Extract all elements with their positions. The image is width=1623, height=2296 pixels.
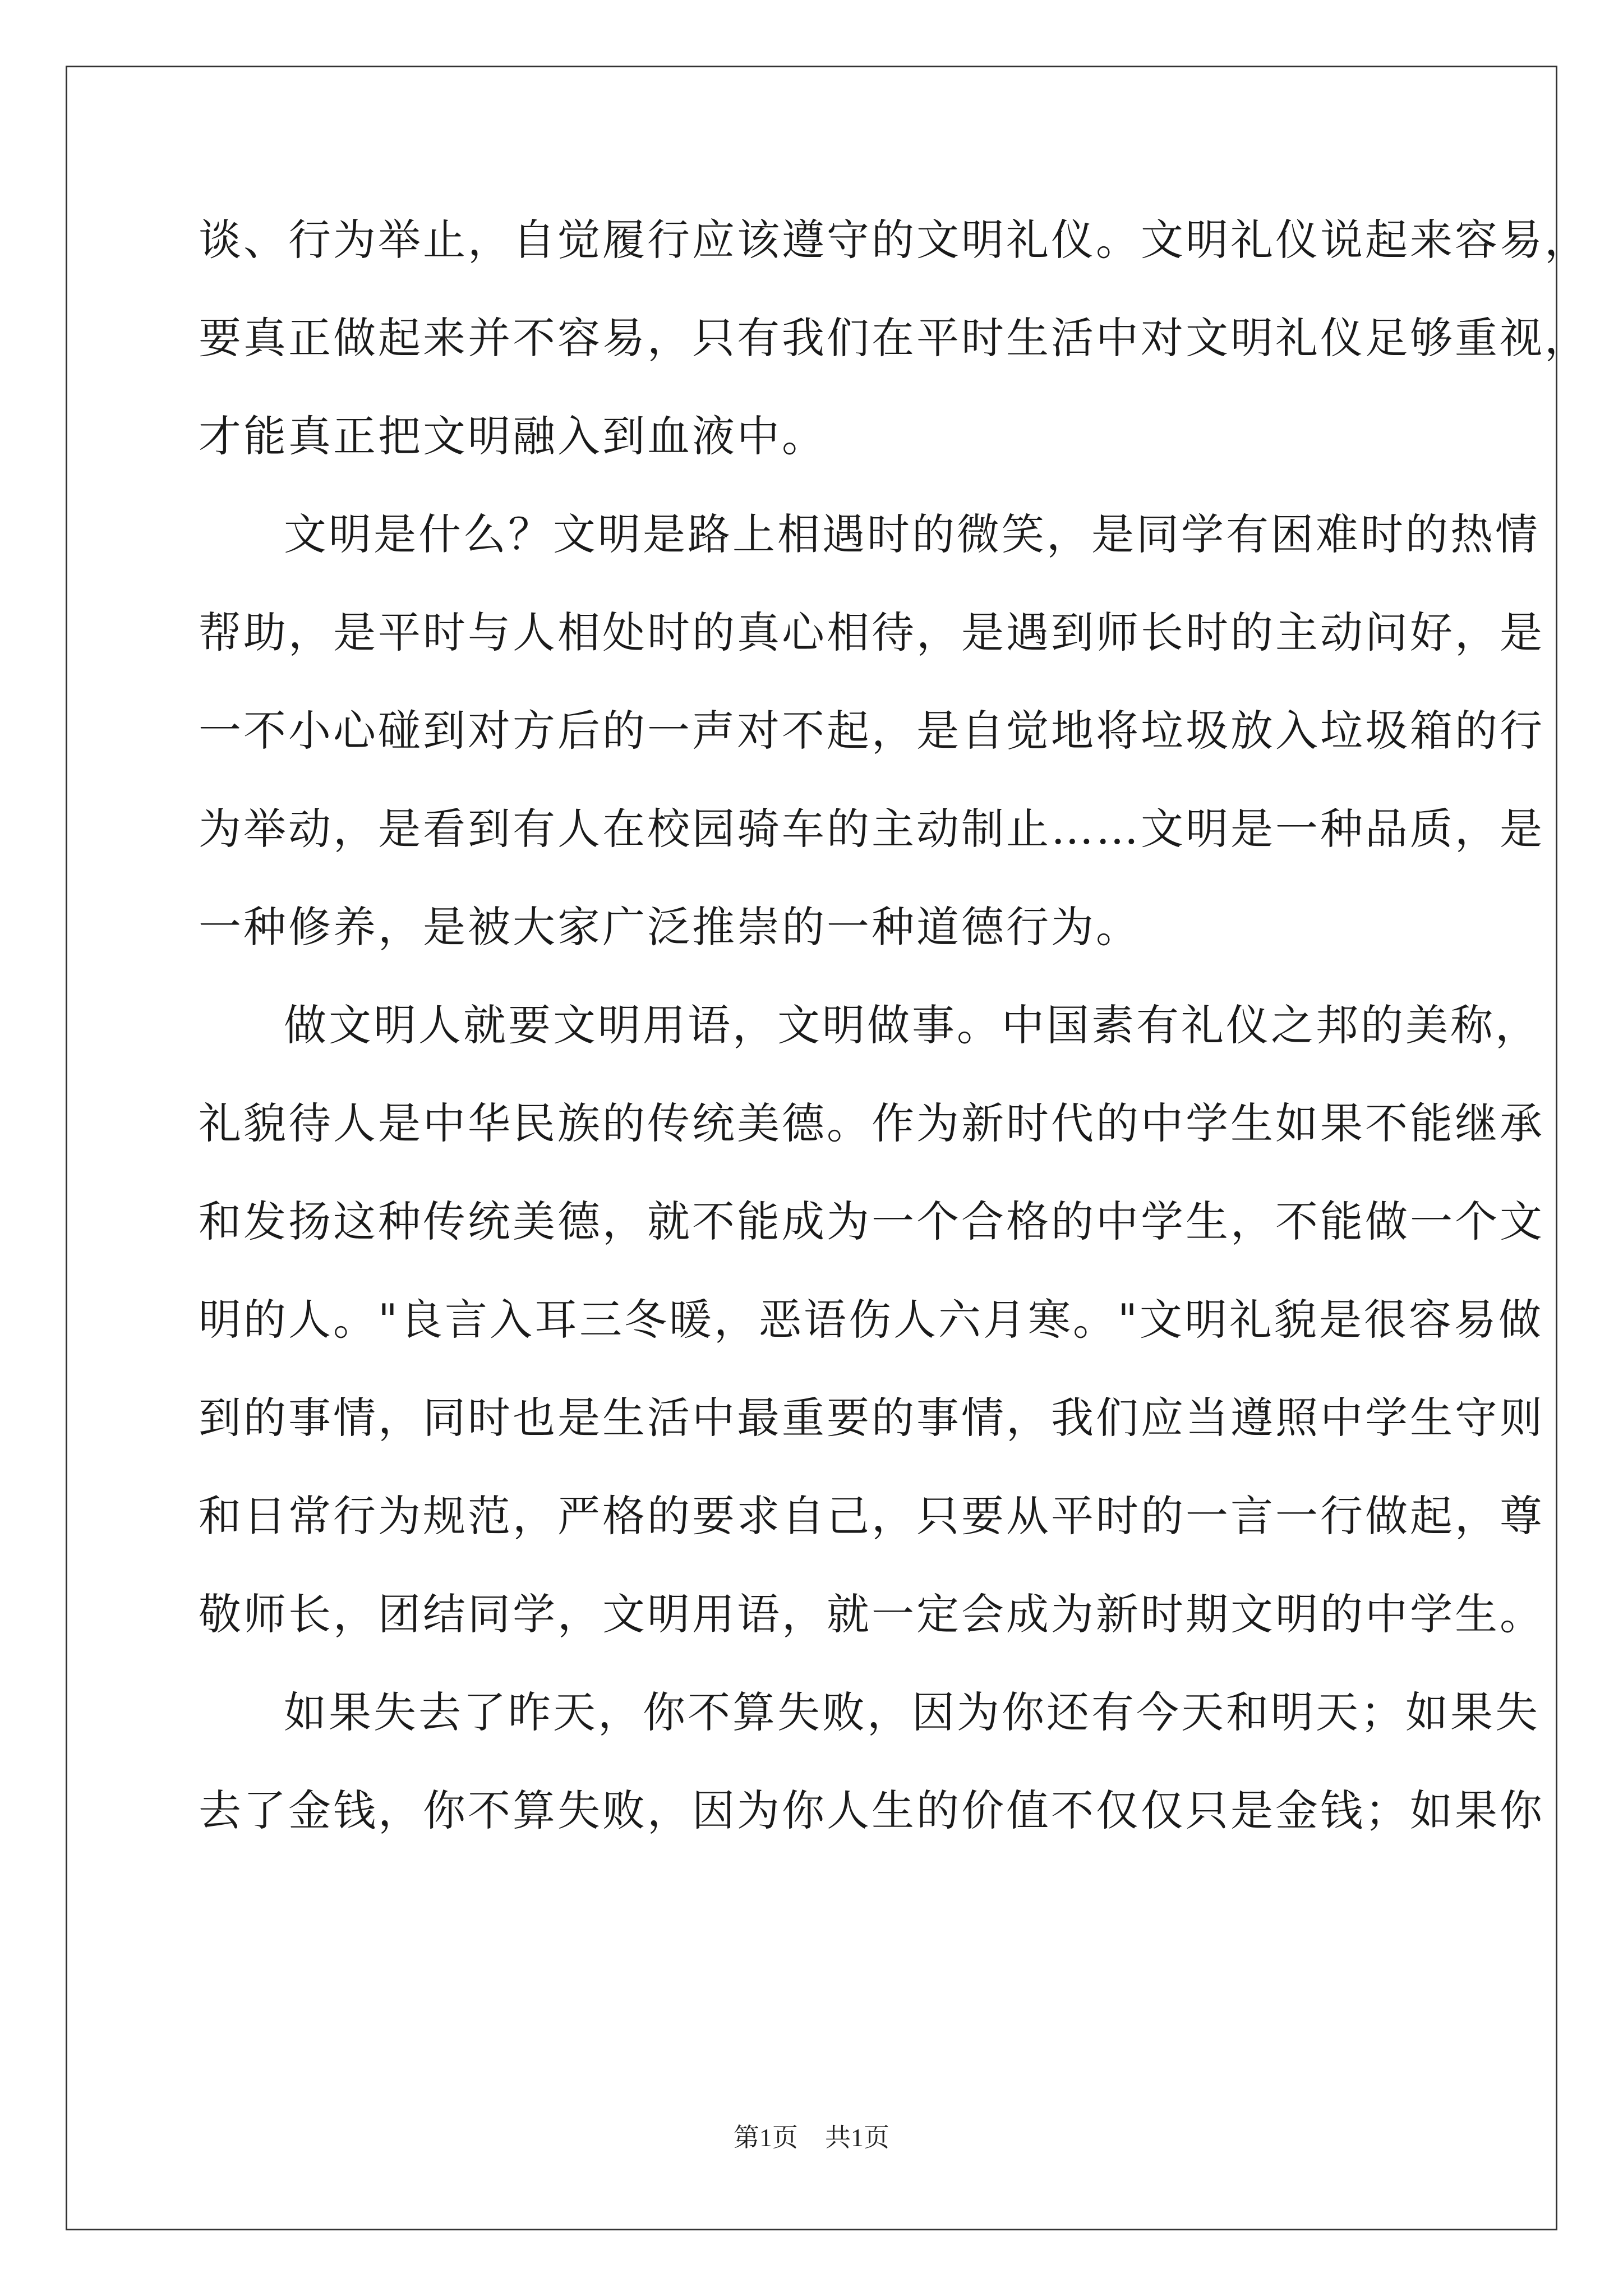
text-line: 要真正做起来并不容易，只有我们在平时生活中对文明礼仪足够重视， bbox=[199, 313, 1589, 363]
text-line: 为举动，是看到有人在校园骑车的主动制止……文明是一种品质，是 bbox=[199, 804, 1544, 854]
paragraph-first-line: 做文明人就要文明用语，文明做事。中国素有礼仪之邦的美称， bbox=[284, 1000, 1540, 1050]
page-footer bbox=[0, 2117, 1623, 2154]
paragraph-first-line: 文明是什么？文明是路上相遇时的微笑，是同学有困难时的热情 bbox=[284, 509, 1540, 559]
document-body bbox=[199, 191, 1589, 1860]
text-line: 明的人。"良言入耳三冬暖，恶语伤人六月寒。"文明礼貌是很容易做 bbox=[199, 1295, 1543, 1345]
text-line: 敬师长，团结同学，文明用语，就一定会成为新时期文明的中学生。 bbox=[199, 1589, 1544, 1639]
text-line: 才能真正把文明融入到血液中。 bbox=[199, 411, 827, 461]
text-line: 去了金钱，你不算失败，因为你人生的价值不仅仅只是金钱；如果你 bbox=[199, 1786, 1544, 1835]
text-line: 和发扬这种传统美德，就不能成为一个合格的中学生，不能做一个文 bbox=[199, 1197, 1544, 1246]
text-line: 一种修养，是被大家广泛推崇的一种道德行为。 bbox=[199, 902, 1141, 952]
text-line: 谈、行为举止，自觉履行应该遵守的文明礼仪。文明礼仪说起来容易， bbox=[199, 215, 1589, 265]
text-line: 帮助，是平时与人相处时的真心相待，是遇到师长时的主动问好，是 bbox=[199, 608, 1544, 657]
text-line: 和日常行为规范，严格的要求自己，只要从平时的一言一行做起，尊 bbox=[199, 1491, 1544, 1541]
text-line: 一不小心碰到对方后的一声对不起，是自觉地将垃圾放入垃圾箱的行 bbox=[199, 706, 1544, 756]
page-number: 第1页 bbox=[734, 2123, 798, 2152]
text-line: 礼貌待人是中华民族的传统美德。作为新时代的中学生如果不能继承 bbox=[199, 1098, 1544, 1148]
page-total: 共1页 bbox=[825, 2123, 889, 2152]
paragraph-first-line: 如果失去了昨天，你不算失败，因为你还有今天和明天；如果失 bbox=[284, 1687, 1540, 1737]
text-line: 到的事情，同时也是生活中最重要的事情，我们应当遵照中学生守则 bbox=[199, 1393, 1544, 1443]
